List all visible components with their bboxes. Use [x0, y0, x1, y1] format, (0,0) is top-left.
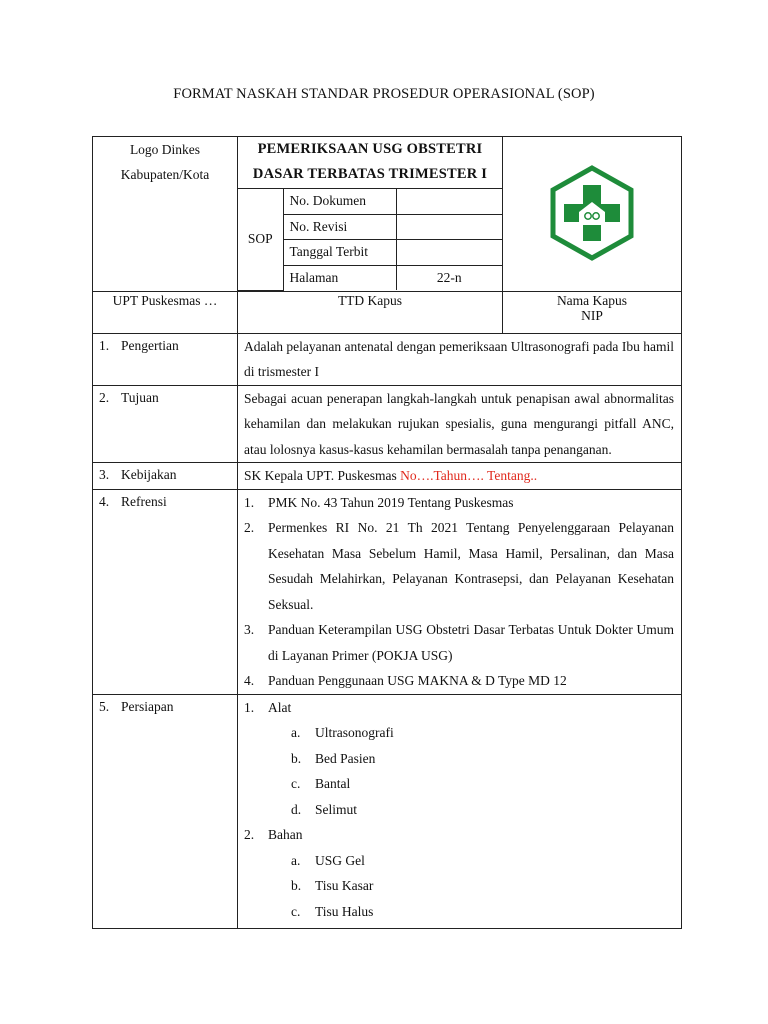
logo-dinkes-line1: Logo Dinkes	[129, 142, 201, 157]
list-item	[244, 617, 674, 668]
list-item	[244, 668, 674, 694]
num-kebijakan: 3.	[99, 467, 110, 482]
text-tujuan: Sebagai acuan penerapan langkah-langkah untuk penapisan awal abnormalitas kehamilan dan melakukan rujukan spesialis, guna mengurangi pitfall ANC, atau lolosnya kasus-kasus kehamilan bermasalah tanpa penanganan.	[238, 385, 682, 463]
kebijakan-placeholder-text: No….Tahun…. Tentang..	[400, 468, 538, 483]
num-tujuan: 2.	[99, 389, 110, 405]
upt-puskesmas-cell: UPT Puskesmas …	[93, 291, 238, 333]
list-item-text: Ultrasonografi	[315, 725, 394, 740]
puskesmas-logo-icon	[549, 165, 635, 261]
group-label: Bahan	[268, 827, 303, 842]
list-item-text: USG Gel	[315, 852, 365, 868]
list-item	[244, 490, 674, 516]
logo-dinkes-line2: Kabupaten/Kota	[120, 167, 210, 182]
list-item-number: 1.	[244, 699, 255, 715]
sop-title-line2: DASAR TERBATAS TRIMESTER I	[252, 166, 488, 182]
header-row	[93, 137, 682, 292]
field-label-no-dokumen: No. Dokumen	[283, 189, 396, 215]
label-refrensi	[93, 489, 238, 694]
label-kebijakan	[93, 463, 238, 490]
list-item-letter: a.	[291, 852, 301, 868]
row-pengertian	[93, 333, 682, 385]
list-item-letter: a.	[291, 725, 301, 740]
label-tujuan	[93, 385, 238, 463]
list-item	[244, 746, 674, 772]
group-alat	[244, 695, 674, 721]
row-persiapan	[93, 694, 682, 929]
list-item-text: Bantal	[315, 776, 351, 791]
sop-label: SOP	[238, 189, 283, 291]
field-label-halaman: Halaman	[283, 265, 396, 290]
field-value-halaman: 22-n	[396, 265, 502, 290]
num-pengertian: 1.	[99, 337, 110, 353]
list-item-number: 2.	[244, 520, 255, 535]
label-pengertian-text: Pengertian	[121, 337, 179, 353]
label-persiapan	[93, 694, 238, 929]
ttd-kapus-cell: TTD Kapus	[238, 291, 503, 333]
list-item-letter: d.	[291, 801, 302, 817]
nama-kapus-cell	[503, 291, 682, 333]
row-kebijakan	[93, 463, 682, 490]
logo-dinkes-cell	[93, 137, 238, 292]
refrensi-list	[238, 489, 682, 694]
list-item-text: Panduan Penggunaan USG MAKNA & D Type MD 12	[268, 673, 567, 688]
title-and-fields-cell	[238, 137, 503, 292]
label-pengertian	[93, 333, 238, 385]
list-item	[244, 873, 674, 899]
field-value-no-dokumen	[396, 189, 502, 215]
row-refrensi	[93, 489, 682, 694]
sop-table	[92, 136, 682, 929]
num-persiapan: 5.	[99, 698, 110, 714]
row-tujuan	[93, 385, 682, 463]
list-item-number: 1.	[244, 494, 255, 510]
list-item	[244, 720, 674, 746]
list-item-text: Bed Pasien	[315, 750, 376, 766]
kebijakan-sk-text: SK Kepala UPT. Puskesmas	[244, 468, 401, 483]
signature-row	[93, 291, 682, 333]
list-item-letter: b.	[291, 750, 302, 766]
persiapan-list	[238, 694, 682, 929]
list-item-number: 4.	[244, 673, 255, 688]
list-item-text: Tisu Halus	[315, 903, 374, 919]
list-item-text: Tisu Kasar	[315, 878, 374, 893]
document-fields-table	[238, 188, 502, 291]
list-item-letter: c.	[291, 776, 301, 791]
label-tujuan-text: Tujuan	[121, 389, 159, 405]
list-item	[244, 771, 674, 797]
num-refrensi: 4.	[99, 493, 110, 509]
list-item	[244, 797, 674, 823]
text-kebijakan	[238, 463, 682, 490]
label-kebijakan-text: Kebijakan	[121, 467, 177, 482]
field-value-no-revisi	[396, 214, 502, 240]
list-item-number: 3.	[244, 622, 255, 637]
text-pengertian: Adalah pelayanan antenatal dengan pemeriksaan Ultrasonografi pada Ibu hamil di trismester I	[238, 333, 682, 385]
field-label-no-revisi: No. Revisi	[283, 214, 396, 240]
list-item	[244, 899, 674, 925]
field-label-tanggal-terbit: Tanggal Terbit	[283, 240, 396, 266]
page-title: FORMAT NASKAH STANDAR PROSEDUR OPERASIONAL (SOP)	[173, 86, 595, 102]
list-item	[244, 515, 674, 617]
list-item	[244, 848, 674, 874]
field-value-tanggal-terbit	[396, 240, 502, 266]
list-item-text: Panduan Keterampilan USG Obstetri Dasar Terbatas Untuk Dokter Umum di Layanan Primer (POKJA USG)	[268, 622, 674, 663]
sop-title-line1: PEMERIKSAAN USG OBSTETRI	[257, 141, 483, 157]
list-item-letter: b.	[291, 878, 302, 893]
label-persiapan-text: Persiapan	[121, 698, 174, 714]
list-item-number: 2.	[244, 827, 255, 842]
sop-title	[238, 137, 502, 188]
list-item-text: Permenkes RI No. 21 Th 2021 Tentang Penyelenggaraan Pelayanan Kesehatan Masa Sebelum Hamil, Masa Hamil, Persalinan, dan Masa Sesudah Melahirkan, Pelayanan Kontrasepsi, dan Pelayanan Kesehatan Seksual.	[268, 520, 674, 612]
list-item-letter: c.	[291, 903, 301, 919]
puskesmas-logo-cell	[503, 137, 682, 292]
list-item-text: Selimut	[315, 801, 358, 817]
label-refrensi-text: Refrensi	[121, 493, 167, 509]
list-item-text: PMK No. 43 Tahun 2019 Tentang Puskesmas	[268, 494, 514, 510]
nama-kapus: Nama Kapus	[556, 292, 628, 308]
group-bahan	[244, 822, 674, 848]
nip: NIP	[581, 307, 603, 323]
group-label: Alat	[268, 699, 292, 715]
